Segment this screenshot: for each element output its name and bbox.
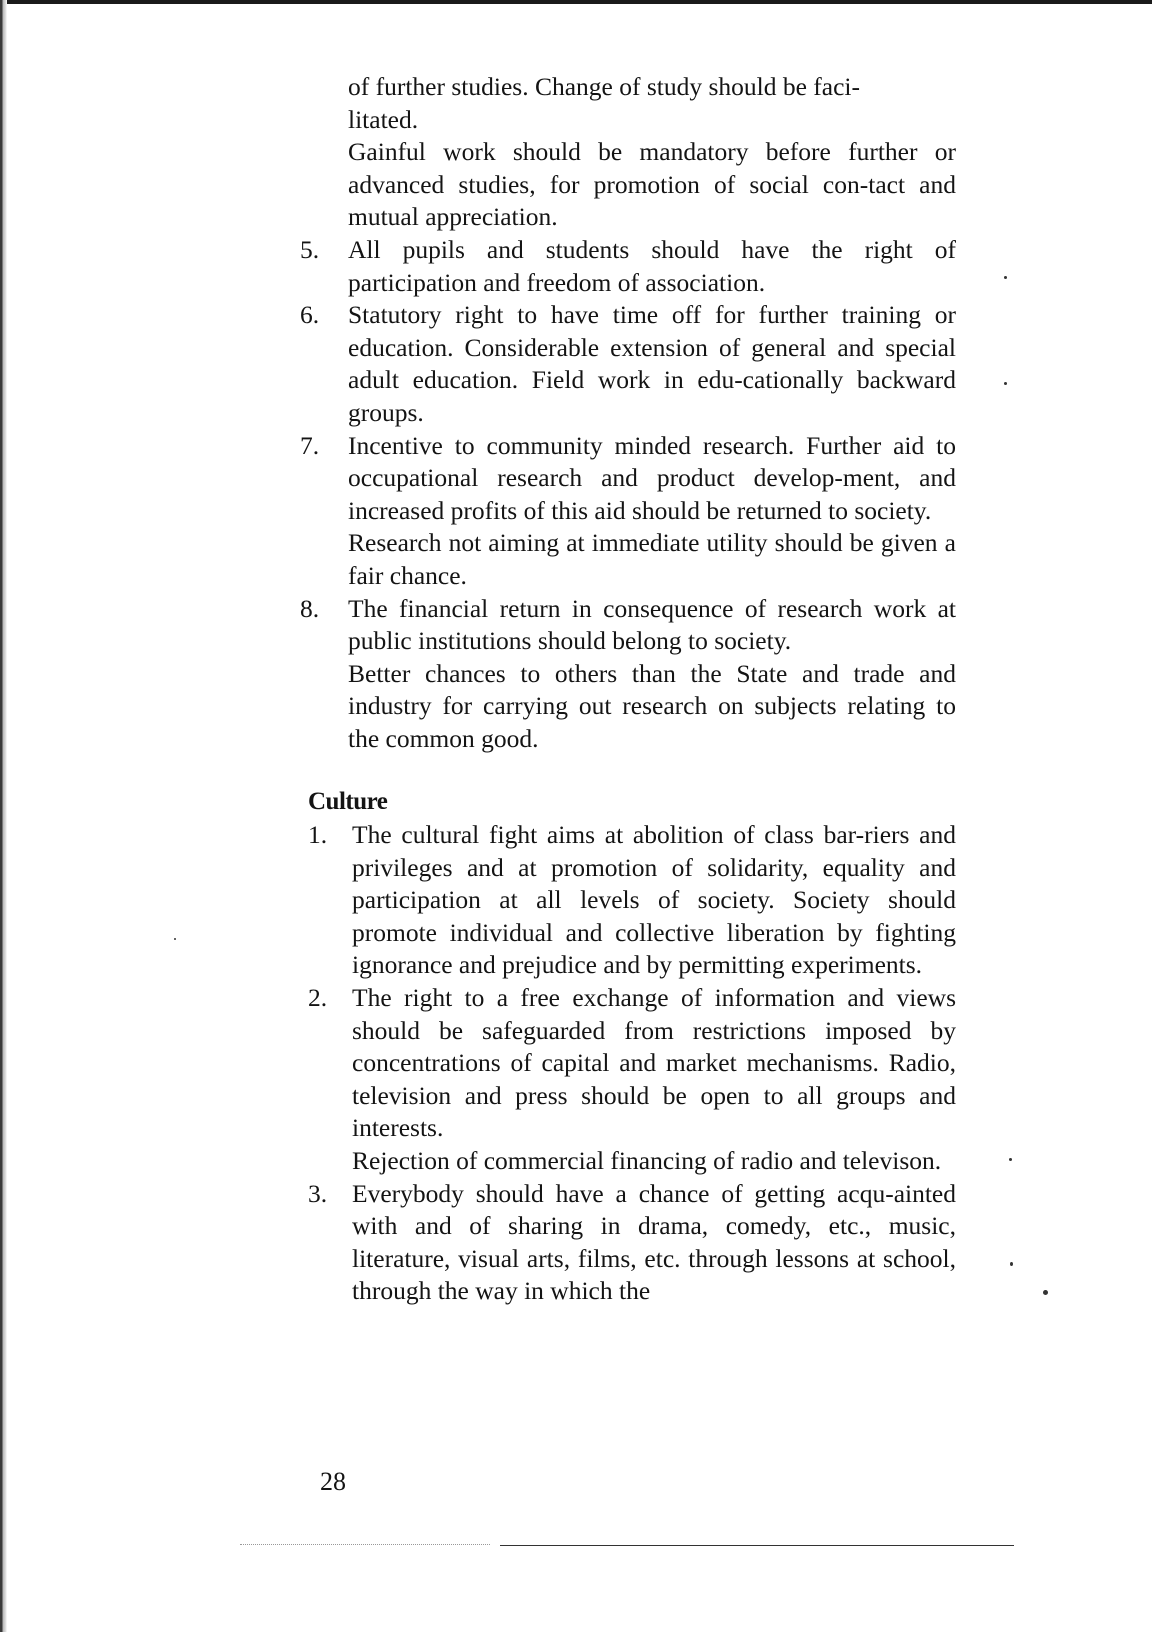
item-paragraph: The right to a free exchange of information and views should be safeguarded from restrictions imposed by concentrations of capital and market mechanisms. Radio, television and press should be open to all groups and interests. <box>352 983 956 1143</box>
item-paragraph: Statutory right to have time off for further training or education. Considerable extension of general and special adult education. Field work in edu-cationally backward groups. <box>348 300 956 427</box>
item-paragraph: Everybody should have a chance of getting acqu-ainted with and of sharing in drama, comedy, etc., music, literature, visual arts, films, etc. through lessons at school, through the way in which the <box>352 1178 956 1306</box>
item-paragraph: The financial return in consequence of research work at public institutions should belong to society. <box>348 593 956 656</box>
section-heading-culture: Culture <box>308 788 388 816</box>
continuation-text <box>300 71 956 136</box>
scan-speck <box>1043 1290 1048 1295</box>
list-item <box>300 299 956 429</box>
item-paragraph: Research not aiming at immediate utility should be given a fair chance. <box>348 528 956 590</box>
bottom-scan-rule <box>500 1545 1014 1546</box>
item-paragraph: All pupils and students should have the right of participation and freedom of association. <box>348 234 956 297</box>
item-number: 8. <box>300 593 320 623</box>
item-paragraph: Incentive to community minded research. Further aid to occupational research and product develop-ment, and increased profits of this aid should be returned to society. <box>348 430 956 525</box>
scan-speck <box>1004 276 1007 279</box>
continuation-paragraph: Gainful work should be mandatory before further or advanced studies, for promotion of social con-tact and mutual appreciation. <box>348 137 956 232</box>
item-paragraph: Better chances to others than the State and trade and industry for carrying out research on subjects relating to the common good. <box>348 658 956 753</box>
list-item <box>300 234 956 299</box>
item-number: 2. <box>308 983 328 1013</box>
scan-top-edge <box>0 0 1152 4</box>
page-body <box>300 71 956 1308</box>
item-number: 1. <box>308 820 328 850</box>
list-item <box>308 982 956 1178</box>
item-paragraph: Rejection of commercial financing of radio and televison. <box>352 1146 942 1175</box>
bottom-scan-specks <box>240 1544 490 1545</box>
item-number: 6. <box>300 300 320 330</box>
continuation-line-1: of further studies. Change of study should be faci- <box>348 72 861 101</box>
item-list-culture <box>308 819 956 1308</box>
item-number: 5. <box>300 234 320 264</box>
item-list-education <box>300 234 956 756</box>
list-item <box>308 819 956 982</box>
item-number: 3. <box>308 1178 328 1208</box>
item-number: 7. <box>300 430 320 460</box>
scan-speck <box>174 938 176 940</box>
list-item <box>300 593 956 756</box>
list-item <box>308 1178 956 1308</box>
scan-left-edge <box>0 0 7 1632</box>
page-number: 28 <box>320 1467 346 1496</box>
list-item <box>300 430 956 593</box>
item-paragraph: The cultural fight aims at abolition of class bar-riers and privileges and at promotion of solidarity, equality and participation at all levels of society. Society should promote individual and collective liberation by fighting ignorance and prejudice and by permitting experiments. <box>352 820 956 980</box>
scan-speck <box>1004 382 1007 385</box>
scan-speck <box>1009 1158 1012 1161</box>
scan-speck <box>1010 1262 1013 1266</box>
continuation-line-2: litated. <box>348 104 419 134</box>
